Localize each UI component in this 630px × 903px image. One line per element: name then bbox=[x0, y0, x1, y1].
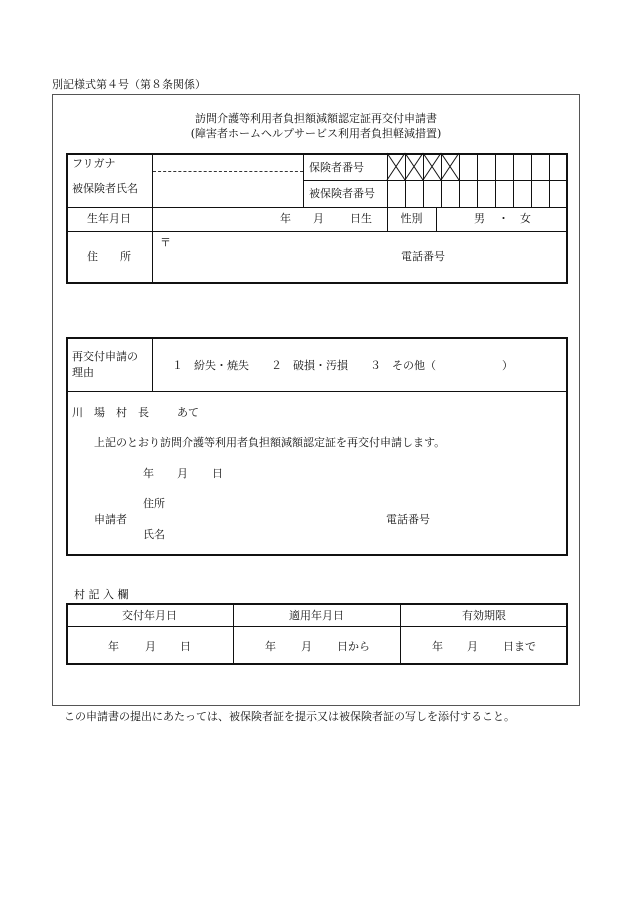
expiry-month: 月 bbox=[467, 640, 478, 653]
birth-year: 年 bbox=[280, 212, 291, 225]
expiry-date-header: 有効期限 bbox=[462, 609, 506, 622]
effective-year: 年 bbox=[265, 640, 276, 653]
form-title: 訪問介護等利用者負担額減額認定証再交付申請書 bbox=[195, 112, 437, 125]
form-number-label: 別記様式第４号（第８条関係） bbox=[52, 78, 206, 91]
insured-number-label: 被保険者番号 bbox=[309, 187, 375, 200]
crossed-boxes bbox=[387, 153, 459, 180]
postal-mark: 〒 bbox=[160, 236, 171, 249]
expiry-year: 年 bbox=[432, 640, 443, 653]
reason-options: １ 紛失・焼失 ２ 破損・汚損 ３ その他（ ） bbox=[172, 359, 513, 372]
sex-label: 性別 bbox=[400, 212, 423, 225]
application-statement: 上記のとおり訪問介護等利用者負担額減額認定証を再交付申請します。 bbox=[94, 436, 446, 449]
applicant-name-label: 氏名 bbox=[143, 528, 165, 541]
application-month: 月 bbox=[177, 467, 188, 480]
sex-male[interactable]: 男 bbox=[474, 212, 485, 225]
applicant-label: 申請者 bbox=[94, 513, 127, 526]
birth-date-label: 生年月日 bbox=[87, 212, 131, 225]
birth-day: 日生 bbox=[350, 212, 372, 225]
effective-day: 日から bbox=[337, 640, 370, 653]
reason-label-line1: 再交付申請の bbox=[72, 350, 138, 363]
issue-year: 年 bbox=[108, 640, 119, 653]
submission-note: この申請書の提出にあたっては、被保険者証を提示又は被保険者証の写しを添付すること。 bbox=[64, 710, 515, 723]
phone-label: 電話番号 bbox=[401, 250, 445, 263]
sex-separator: ・ bbox=[498, 212, 509, 225]
issue-month: 月 bbox=[145, 640, 156, 653]
addressee-suffix: あて bbox=[177, 406, 199, 419]
insured-name-label: 被保険者氏名 bbox=[72, 182, 138, 195]
issue-date-header: 交付年月日 bbox=[122, 609, 177, 622]
sex-female[interactable]: 女 bbox=[520, 212, 531, 225]
effective-date-header: 適用年月日 bbox=[289, 609, 344, 622]
applicant-address-label: 住所 bbox=[143, 497, 165, 510]
effective-month: 月 bbox=[301, 640, 312, 653]
application-year: 年 bbox=[143, 467, 154, 480]
form-subtitle: (障害者ホームヘルプサービス利用者負担軽減措置) bbox=[190, 127, 442, 140]
furigana-label: フリガナ bbox=[72, 157, 116, 170]
reason-label-line2: 理由 bbox=[72, 366, 94, 379]
expiry-day: 日まで bbox=[503, 640, 536, 653]
addressee: 川 場 村 長 bbox=[72, 406, 149, 419]
applicant-phone-label: 電話番号 bbox=[386, 513, 430, 526]
address-label: 住 所 bbox=[87, 250, 131, 263]
birth-month: 月 bbox=[313, 212, 324, 225]
application-day: 日 bbox=[212, 467, 223, 480]
village-use-label: 村 記 入 欄 bbox=[74, 588, 129, 601]
insurer-number-label: 保険者番号 bbox=[309, 161, 364, 174]
issue-day: 日 bbox=[180, 640, 191, 653]
